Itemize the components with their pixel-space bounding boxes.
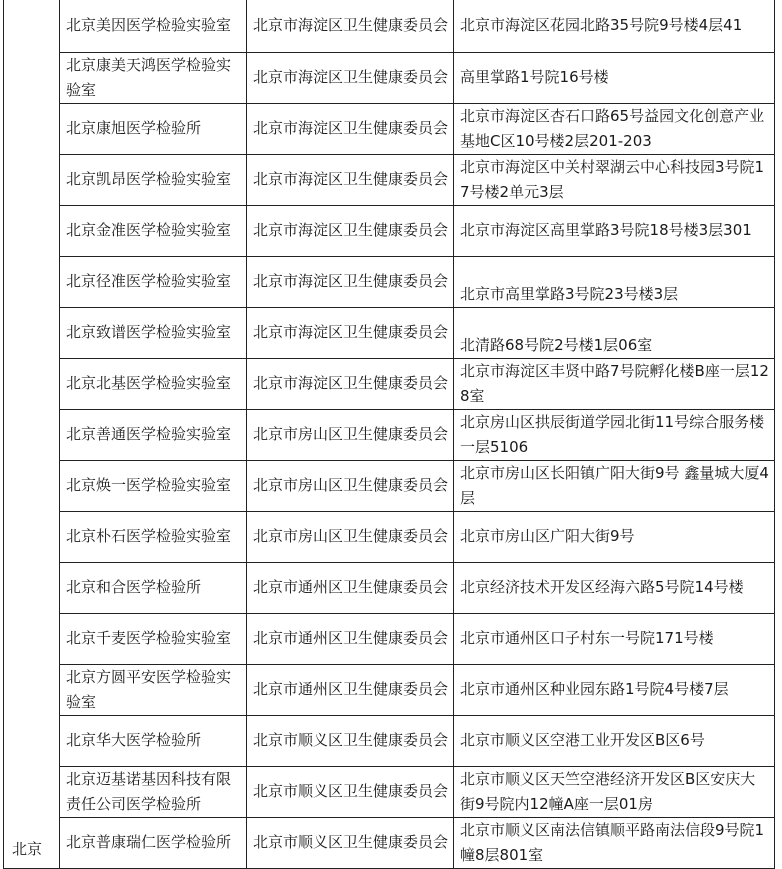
lab-name-cell: 北京致谱医学检验实验室: [60, 307, 247, 358]
lab-table: [3, 0, 775, 869]
address-cell: 北京市海淀区花园北路35号院9号楼4层41: [454, 0, 775, 52]
address-cell: 北京市房山区长阳镇广阳大街9号 鑫量城大厦4层: [454, 460, 775, 511]
address-cell: 北京市高里掌路3号院23号楼3层: [454, 256, 775, 307]
table-row: [4, 52, 775, 103]
table-row: [4, 205, 775, 256]
table-row: [4, 358, 775, 409]
lab-name-cell: 北京北基医学检验实验室: [60, 358, 247, 409]
address-cell: 北京市顺义区天竺空港经济开发区B区安庆大街9号院内12幢A座一层01房: [454, 766, 775, 817]
address-cell: 北京市海淀区高里掌路3号院18号楼3层301: [454, 205, 775, 256]
table-row: [4, 664, 775, 715]
address-cell: 北京房山区拱辰街道学园北街11号综合服务楼一层5106: [454, 409, 775, 460]
table-row: [4, 613, 775, 664]
table-row: [4, 460, 775, 511]
lab-name-cell: 北京朴石医学检验实验室: [60, 511, 247, 562]
agency-cell: 北京市顺义区卫生健康委员会: [247, 766, 454, 817]
agency-cell: 北京市海淀区卫生健康委员会: [247, 103, 454, 154]
agency-cell: 北京市房山区卫生健康委员会: [247, 460, 454, 511]
lab-name-cell: 北京康旭医学检验所: [60, 103, 247, 154]
agency-cell: 北京市海淀区卫生健康委员会: [247, 358, 454, 409]
address-cell: 北京市顺义区空港工业开发区B区6号: [454, 715, 775, 766]
table-row: [4, 307, 775, 358]
address-cell: 北京市顺义区南法信镇顺平路南法信段9号院1幢8层801室: [454, 817, 775, 868]
agency-cell: 北京市海淀区卫生健康委员会: [247, 205, 454, 256]
address-cell: 北京市通州区种业园东路1号院4号楼7层: [454, 664, 775, 715]
agency-cell: 北京市通州区卫生健康委员会: [247, 613, 454, 664]
agency-cell: 北京市房山区卫生健康委员会: [247, 511, 454, 562]
lab-name-cell: 北京善通医学检验实验室: [60, 409, 247, 460]
lab-name-cell: 北京迈基诺基因科技有限责任公司医学检验所: [60, 766, 247, 817]
lab-name-cell: 北京普康瑞仁医学检验所: [60, 817, 247, 868]
agency-cell: 北京市海淀区卫生健康委员会: [247, 256, 454, 307]
address-cell: 北清路68号院2号楼1层06室: [454, 307, 775, 358]
lab-name-cell: 北京径准医学检验实验室: [60, 256, 247, 307]
agency-cell: 北京市海淀区卫生健康委员会: [247, 52, 454, 103]
lab-name-cell: 北京千麦医学检验实验室: [60, 613, 247, 664]
address-cell: 北京市海淀区中关村翠湖云中心科技园3号院17号楼2单元3层: [454, 154, 775, 205]
lab-name-cell: 北京美因医学检验实验室: [60, 0, 247, 52]
lab-name-cell: 北京金准医学检验实验室: [60, 205, 247, 256]
agency-cell: 北京市通州区卫生健康委员会: [247, 664, 454, 715]
table-row: [4, 154, 775, 205]
lab-table-body: [4, 0, 775, 868]
table-row: [4, 766, 775, 817]
address-cell: 北京经济技术开发区经海六路5号院14号楼: [454, 562, 775, 613]
lab-name-cell: 北京康美天鸿医学检验实验室: [60, 52, 247, 103]
table-row: [4, 511, 775, 562]
address-cell: 北京市通州区口子村东一号院171号楼: [454, 613, 775, 664]
lab-name-cell: 北京华大医学检验所: [60, 715, 247, 766]
agency-cell: 北京市顺义区卫生健康委员会: [247, 715, 454, 766]
lab-name-cell: 北京凯昂医学检验实验室: [60, 154, 247, 205]
agency-cell: 北京市海淀区卫生健康委员会: [247, 154, 454, 205]
agency-cell: 北京市通州区卫生健康委员会: [247, 562, 454, 613]
lab-name-cell: 北京方圆平安医学检验实验室: [60, 664, 247, 715]
agency-cell: 北京市海淀区卫生健康委员会: [247, 307, 454, 358]
address-cell: 高里掌路1号院16号楼: [454, 52, 775, 103]
agency-cell: 北京市顺义区卫生健康委员会: [247, 817, 454, 868]
lab-name-cell: 北京和合医学检验所: [60, 562, 247, 613]
lab-name-cell: 北京焕一医学检验实验室: [60, 460, 247, 511]
table-row: [4, 256, 775, 307]
address-cell: 北京市海淀区杏石口路65号益园文化创意产业基地C区10号楼2层201-203: [454, 103, 775, 154]
table-row: [4, 715, 775, 766]
table-row: [4, 562, 775, 613]
table-row: [4, 817, 775, 868]
agency-cell: 北京市房山区卫生健康委员会: [247, 409, 454, 460]
address-cell: 北京市房山区广阳大街9号: [454, 511, 775, 562]
address-cell: 北京市海淀区丰贤中路7号院孵化楼B座一层128室: [454, 358, 775, 409]
table-row: [4, 0, 775, 52]
table-row: [4, 409, 775, 460]
table-row: [4, 103, 775, 154]
agency-cell: 北京市海淀区卫生健康委员会: [247, 0, 454, 52]
province-cell: 北京: [4, 0, 60, 868]
